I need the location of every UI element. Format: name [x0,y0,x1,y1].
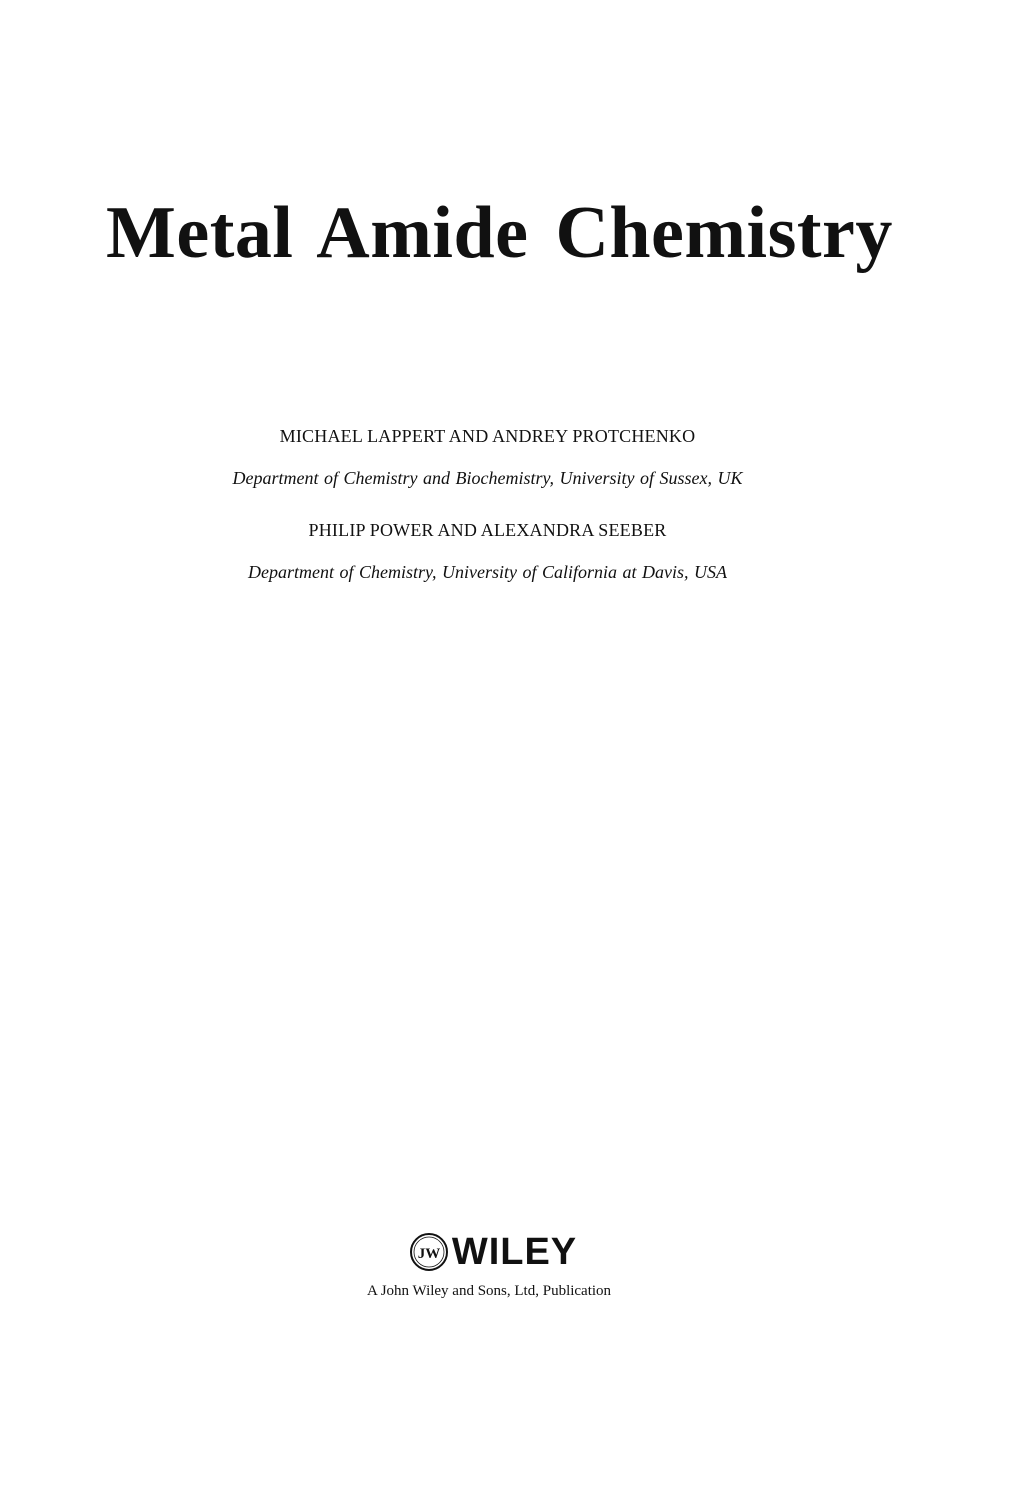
affiliation-2: Department of Chemistry, University of California at Davis, USA [248,562,727,582]
publisher-block [355,1228,623,1299]
book-title: Metal Amide Chemistry [106,192,893,274]
author-names-1: MICHAEL LAPPERT AND ANDREY PROTCHENKO [279,426,696,446]
imprint-line: A John Wiley and Sons, Ltd, Publication [366,1283,612,1299]
wiley-seal-icon [409,1232,449,1272]
seal-monogram: JW [417,1246,441,1262]
wiley-wordmark: WILEY [451,1231,578,1273]
affiliation-1: Department of Chemistry and Biochemistry, University of Sussex, UK [232,468,743,488]
publisher-logo [363,1228,623,1276]
author-names-2: PHILIP POWER AND ALEXANDRA SEEBER [308,520,667,540]
